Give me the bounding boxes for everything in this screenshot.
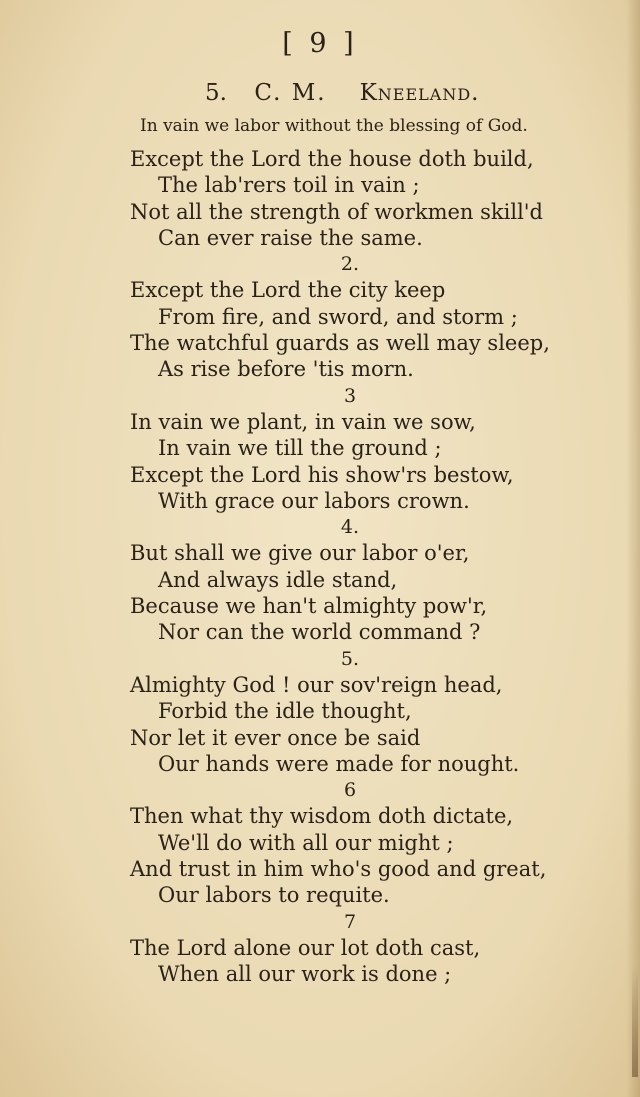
verse-line: Our hands were made for nought. (158, 751, 520, 776)
verse-line: Nor can the world command ? (158, 620, 481, 645)
verse-line: Can ever raise the same. (158, 225, 423, 250)
hymn-verses (130, 146, 610, 988)
verse-line: Except the Lord the house doth build, (130, 147, 534, 171)
stanza-number: 2. (340, 253, 360, 276)
hymn-meter: C. M. (254, 80, 327, 106)
stanza-number: 3 (343, 384, 357, 407)
verse-line: The Lord alone our lot doth cast, (130, 935, 481, 960)
verse-line: Except the Lord his show'rs bestow, (130, 462, 514, 487)
verse-line: Nor let it ever once be said (130, 725, 421, 750)
verse-line: With grace our labors crown. (158, 488, 470, 513)
verse-line: Not all the strength of workmen skill'd (130, 199, 543, 224)
verse-line: When all our work is done ; (158, 962, 452, 987)
stanza-number: 5. (340, 647, 360, 670)
hymn-tune: Kneeland. (359, 80, 480, 106)
verse-line: We'll do with all our might ; (158, 830, 454, 855)
verse-line: In vain we till the ground ; (158, 436, 442, 461)
verse-line: Then what thy wisdom doth dictate, (130, 804, 514, 829)
hymn-subtitle: In vain we labor without the blessing of God. (140, 116, 528, 136)
verse-line: The lab'rers toil in vain ; (158, 173, 420, 198)
verse-line: From fire, and sword, and storm ; (158, 304, 518, 329)
verse-line: And always idle stand, (158, 567, 398, 592)
verse-line: The watchful guards as well may sleep, (130, 331, 550, 356)
stanza-number: 7 (343, 910, 357, 933)
page-edge-shadow (626, 0, 640, 1097)
verse-line: But shall we give our labor o'er, (130, 541, 470, 566)
verse-line: Because we han't almighty pow'r, (130, 594, 488, 619)
page-number: [ 9 ] (282, 28, 358, 59)
stanza-number: 4. (340, 516, 360, 539)
verse-line: In vain we plant, in vain we sow, (130, 409, 476, 434)
verse-line: Our labors to requite. (158, 883, 390, 908)
hymn-number: 5. (205, 80, 227, 106)
hymn-header (205, 80, 505, 106)
verse-line: Except the Lord the city keep (130, 278, 446, 303)
verse-line: Forbid the idle thought, (158, 699, 412, 724)
stanza-number: 6 (343, 779, 357, 802)
paper-mark (632, 967, 638, 1077)
verse-line: Almighty God ! our sov'reign head, (130, 672, 503, 697)
verse-line: And trust in him who's good and great, (130, 857, 547, 882)
verse-line: As rise before 'tis morn. (158, 357, 414, 382)
